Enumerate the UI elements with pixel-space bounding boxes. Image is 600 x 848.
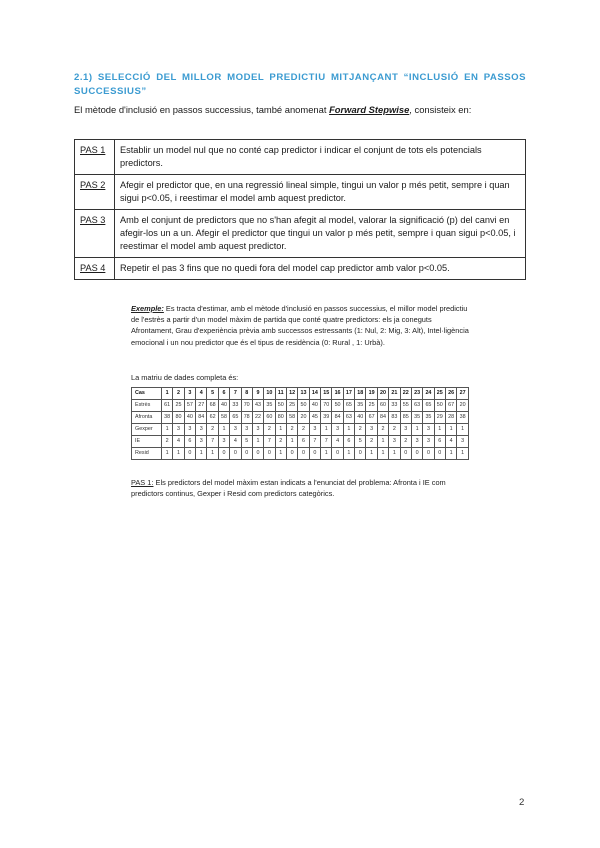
- matrix-cell: 3: [173, 424, 184, 436]
- data-matrix-table: [131, 387, 469, 460]
- matrix-row-label: Afronta: [132, 412, 162, 424]
- matrix-case-number: 2: [173, 388, 184, 400]
- matrix-cell: 3: [241, 424, 252, 436]
- matrix-cell: 1: [275, 424, 286, 436]
- matrix-cell: 1: [434, 424, 445, 436]
- matrix-cell: 0: [264, 448, 275, 460]
- matrix-cell: 3: [309, 424, 320, 436]
- example-label: Exemple:: [131, 304, 164, 313]
- matrix-cell: 50: [275, 400, 286, 412]
- matrix-cell: 1: [275, 448, 286, 460]
- pas1-note-label: PAS 1:: [131, 478, 154, 487]
- matrix-cell: 1: [286, 436, 297, 448]
- matrix-cell: 35: [411, 412, 422, 424]
- pas1-note-text: Els predictors del model màxim estan indicats a l'enunciat del problema: Afronta i IE com predictors continus, Gexper i Resid com predictors categòrics.: [131, 478, 446, 499]
- step-text: Establir un model nul que no conté cap predictor i indicar el conjunt de tots els potencials predictors.: [115, 140, 526, 175]
- matrix-cell: 1: [207, 448, 218, 460]
- matrix-case-number: 7: [230, 388, 241, 400]
- matrix-cell: 6: [298, 436, 309, 448]
- matrix-cell: 4: [332, 436, 343, 448]
- matrix-row: [132, 448, 469, 460]
- matrix-case-number: 21: [389, 388, 400, 400]
- matrix-cell: 35: [264, 400, 275, 412]
- matrix-case-number: 11: [275, 388, 286, 400]
- matrix-cell: 1: [377, 448, 388, 460]
- matrix-cell: 2: [400, 436, 411, 448]
- page-number: 2: [519, 797, 525, 808]
- intro-prefix: El mètode d'inclusió en passos successius, també anomenat: [74, 104, 330, 115]
- matrix-case-number: 26: [445, 388, 456, 400]
- matrix-cell: 29: [434, 412, 445, 424]
- matrix-cell: 84: [377, 412, 388, 424]
- matrix-case-number: 12: [286, 388, 297, 400]
- matrix-cell: 1: [321, 448, 332, 460]
- matrix-cell: 0: [241, 448, 252, 460]
- matrix-cell: 35: [355, 400, 366, 412]
- matrix-cell: 61: [162, 400, 173, 412]
- matrix-cell: 2: [298, 424, 309, 436]
- section-heading: 2.1) SELECCIÓ DEL MILLOR MODEL PREDICTIU MITJANÇANT “INCLUSIÓ EN PASSOS SUCCESSIUS”: [74, 72, 526, 97]
- matrix-cell: 80: [173, 412, 184, 424]
- matrix-cell: 3: [400, 424, 411, 436]
- matrix-cell: 3: [366, 424, 377, 436]
- step-label: PAS 4: [75, 258, 115, 280]
- matrix-cell: 3: [423, 436, 434, 448]
- matrix-cell: 70: [241, 400, 252, 412]
- matrix-case-number: 22: [400, 388, 411, 400]
- matrix-cell: 1: [343, 448, 354, 460]
- matrix-cell: 0: [434, 448, 445, 460]
- matrix-row: [132, 400, 469, 412]
- matrix-row-label: IE: [132, 436, 162, 448]
- matrix-cell: 22: [252, 412, 263, 424]
- matrix-cell: 0: [355, 448, 366, 460]
- matrix-cell: 1: [196, 448, 207, 460]
- matrix-cell: 1: [411, 424, 422, 436]
- matrix-cell: 0: [184, 448, 195, 460]
- matrix-cell: 85: [400, 412, 411, 424]
- matrix-case-number: 15: [321, 388, 332, 400]
- matrix-cell: 2: [355, 424, 366, 436]
- matrix-cell: 80: [275, 412, 286, 424]
- matrix-cell: 1: [377, 436, 388, 448]
- matrix-cell: 67: [366, 412, 377, 424]
- matrix-cell: 6: [434, 436, 445, 448]
- matrix-cell: 50: [332, 400, 343, 412]
- matrix-cell: 35: [423, 412, 434, 424]
- matrix-cell: 63: [411, 400, 422, 412]
- matrix-cell: 40: [309, 400, 320, 412]
- matrix-cell: 68: [207, 400, 218, 412]
- matrix-cell: 2: [275, 436, 286, 448]
- matrix-cell: 1: [321, 424, 332, 436]
- matrix-case-number: 25: [434, 388, 445, 400]
- matrix-cell: 4: [173, 436, 184, 448]
- matrix-header-row: [132, 388, 469, 400]
- matrix-cell: 78: [241, 412, 252, 424]
- matrix-cell: 1: [343, 424, 354, 436]
- matrix-cell: 4: [445, 436, 456, 448]
- intro-suffix: , consisteix en:: [409, 104, 472, 115]
- matrix-case-number: 14: [309, 388, 320, 400]
- matrix-cell: 1: [457, 424, 469, 436]
- matrix-cell: 0: [332, 448, 343, 460]
- matrix-cell: 33: [230, 400, 241, 412]
- matrix-cell: 1: [173, 448, 184, 460]
- step-row: [75, 258, 526, 280]
- matrix-cell: 3: [423, 424, 434, 436]
- matrix-cell: 7: [321, 436, 332, 448]
- matrix-cell: 65: [343, 400, 354, 412]
- matrix-case-number: 20: [377, 388, 388, 400]
- step-label: PAS 2: [75, 175, 115, 210]
- matrix-case-number: 27: [457, 388, 469, 400]
- matrix-cell: 5: [241, 436, 252, 448]
- matrix-row: [132, 424, 469, 436]
- matrix-cell: 27: [196, 400, 207, 412]
- matrix-cell: 6: [343, 436, 354, 448]
- matrix-case-number: 18: [355, 388, 366, 400]
- matrix-cell: 3: [389, 436, 400, 448]
- matrix-cell: 65: [423, 400, 434, 412]
- matrix-cell: 65: [230, 412, 241, 424]
- matrix-case-number: 5: [207, 388, 218, 400]
- matrix-cell: 0: [400, 448, 411, 460]
- matrix-cell: 7: [264, 436, 275, 448]
- matrix-cell: 67: [445, 400, 456, 412]
- matrix-row-label: Gexper: [132, 424, 162, 436]
- matrix-row: [132, 436, 469, 448]
- steps-table: [74, 139, 526, 280]
- matrix-row: [132, 412, 469, 424]
- matrix-cell: 38: [457, 412, 469, 424]
- matrix-cell: 0: [411, 448, 422, 460]
- matrix-cell: 50: [434, 400, 445, 412]
- matrix-cell: 0: [298, 448, 309, 460]
- matrix-cell: 1: [162, 424, 173, 436]
- matrix-cell: 63: [343, 412, 354, 424]
- step-label: PAS 3: [75, 210, 115, 258]
- step-label: PAS 1: [75, 140, 115, 175]
- matrix-case-number: 19: [366, 388, 377, 400]
- step-row: [75, 175, 526, 210]
- example-text: Es tracta d'estimar, amb el mètode d'inclusió en passos successius, el millor model predictiu de l'estrès a partir d'un model màxim de partida que conté quatre predictors: els ja coneguts Afrontament, Grau d'experiència prèvia amb successos estressants (1: Nul, 2: Mig, 3: Alt), Intel·ligència emocional i un nou predictor que és el tipus de residència (0: Rural , 1: Urbà).: [131, 304, 469, 347]
- matrix-cell: 55: [400, 400, 411, 412]
- matrix-title: La matriu de dades completa és:: [131, 373, 239, 382]
- matrix-cell: 70: [321, 400, 332, 412]
- matrix-cell: 0: [309, 448, 320, 460]
- matrix-cell: 84: [196, 412, 207, 424]
- matrix-cell: 0: [286, 448, 297, 460]
- matrix-cell: 2: [389, 424, 400, 436]
- matrix-case-number: 8: [241, 388, 252, 400]
- matrix-cell: 3: [252, 424, 263, 436]
- matrix-cell: 39: [321, 412, 332, 424]
- matrix-cell: 3: [196, 424, 207, 436]
- matrix-cell: 3: [218, 436, 229, 448]
- matrix-cell: 40: [184, 412, 195, 424]
- matrix-case-number: 6: [218, 388, 229, 400]
- matrix-case-number: 4: [196, 388, 207, 400]
- matrix-cell: 28: [445, 412, 456, 424]
- matrix-cell: 1: [445, 448, 456, 460]
- matrix-case-number: 9: [252, 388, 263, 400]
- matrix-cell: 25: [173, 400, 184, 412]
- matrix-cell: 33: [389, 400, 400, 412]
- matrix-cell: 58: [286, 412, 297, 424]
- matrix-cell: 25: [286, 400, 297, 412]
- matrix-cell: 45: [309, 412, 320, 424]
- matrix-cell: 83: [389, 412, 400, 424]
- matrix-cell: 1: [366, 448, 377, 460]
- matrix-cell: 2: [162, 436, 173, 448]
- matrix-cell: 25: [366, 400, 377, 412]
- matrix-cell: 1: [445, 424, 456, 436]
- matrix-case-number: 17: [343, 388, 354, 400]
- matrix-cell: 2: [207, 424, 218, 436]
- matrix-cell: 40: [218, 400, 229, 412]
- step-row: [75, 210, 526, 258]
- step-text: Afegir el predictor que, en una regressió lineal simple, tingui un valor p més petit, sempre i quan sigui p<0.05, i reestimar el model amb aquest predictor.: [115, 175, 526, 210]
- intro-term: Forward Stepwise: [329, 104, 410, 115]
- matrix-case-number: 3: [184, 388, 195, 400]
- matrix-cell: 5: [355, 436, 366, 448]
- matrix-cell: 3: [184, 424, 195, 436]
- matrix-case-number: 10: [264, 388, 275, 400]
- step-text: Amb el conjunt de predictors que no s'han afegit al model, valorar la significació (p) del canvi en afegir-los un a un. Afegir el predictor que tingui un valor p més petit, sempre i quan sigui p<0.05, i reestimar el model amb aquest predictor.: [115, 210, 526, 258]
- matrix-cell: 20: [298, 412, 309, 424]
- example-paragraph: [131, 303, 471, 348]
- matrix-cell: 58: [218, 412, 229, 424]
- matrix-case-number: 23: [411, 388, 422, 400]
- matrix-cell: 1: [162, 448, 173, 460]
- matrix-case-number: 24: [423, 388, 434, 400]
- matrix-cell: 38: [162, 412, 173, 424]
- matrix-cell: 0: [423, 448, 434, 460]
- matrix-cell: 1: [389, 448, 400, 460]
- matrix-cell: 62: [207, 412, 218, 424]
- matrix-case-number: 16: [332, 388, 343, 400]
- matrix-cell: 7: [309, 436, 320, 448]
- matrix-cell: 84: [332, 412, 343, 424]
- intro-paragraph: [74, 103, 534, 116]
- matrix-cell: 3: [196, 436, 207, 448]
- matrix-cell: 2: [286, 424, 297, 436]
- matrix-cell: 2: [264, 424, 275, 436]
- matrix-cell: 50: [298, 400, 309, 412]
- matrix-cell: 2: [377, 424, 388, 436]
- matrix-header-label: Cas: [132, 388, 162, 400]
- matrix-cell: 4: [230, 436, 241, 448]
- matrix-cell: 2: [366, 436, 377, 448]
- matrix-cell: 57: [184, 400, 195, 412]
- matrix-cell: 0: [230, 448, 241, 460]
- matrix-cell: 3: [230, 424, 241, 436]
- matrix-row-label: Estrès: [132, 400, 162, 412]
- matrix-cell: 6: [184, 436, 195, 448]
- matrix-case-number: 13: [298, 388, 309, 400]
- matrix-cell: 40: [355, 412, 366, 424]
- matrix-cell: 1: [457, 448, 469, 460]
- matrix-cell: 7: [207, 436, 218, 448]
- matrix-cell: 43: [252, 400, 263, 412]
- matrix-case-number: 1: [162, 388, 173, 400]
- matrix-cell: 0: [218, 448, 229, 460]
- matrix-row-label: Resid: [132, 448, 162, 460]
- matrix-cell: 3: [411, 436, 422, 448]
- matrix-cell: 3: [457, 436, 469, 448]
- matrix-cell: 60: [377, 400, 388, 412]
- step-row: [75, 140, 526, 175]
- matrix-cell: 1: [252, 436, 263, 448]
- matrix-cell: 0: [252, 448, 263, 460]
- pas1-note: [131, 477, 471, 499]
- matrix-cell: 20: [457, 400, 469, 412]
- matrix-cell: 1: [218, 424, 229, 436]
- matrix-cell: 60: [264, 412, 275, 424]
- matrix-cell: 3: [332, 424, 343, 436]
- step-text: Repetir el pas 3 fins que no quedi fora del model cap predictor amb valor p<0.05.: [115, 258, 526, 280]
